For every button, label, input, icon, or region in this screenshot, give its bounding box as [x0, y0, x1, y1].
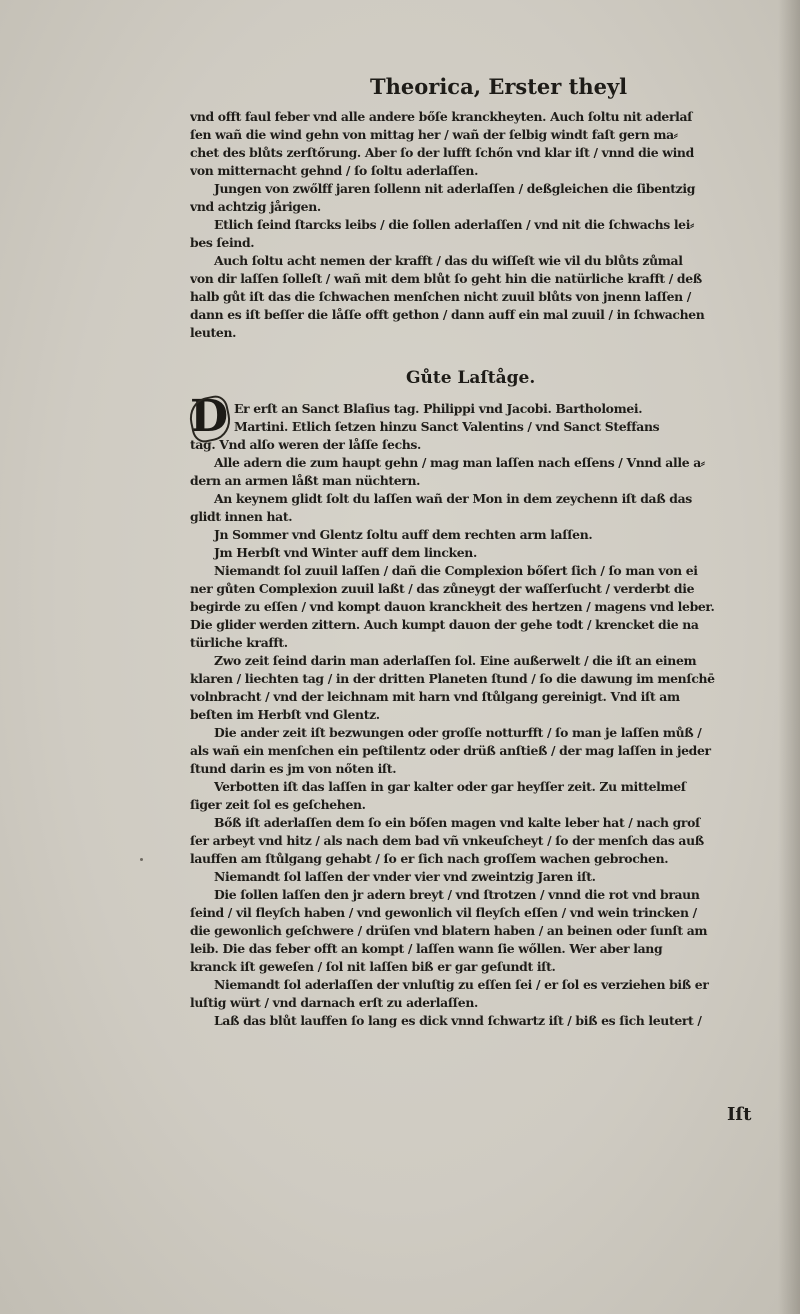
text-line: tag. Vnd alſo weren der låſſe ſechs.	[190, 437, 422, 452]
text-block-upper	[190, 108, 770, 342]
text-line: Bőß iſt aderlaſſen dem ſo ein bőſen magen vnd kalte leber hat / nach groſ	[214, 815, 700, 830]
text-line: Jn Sommer vnd Glentz ſoltu auff dem rechten arm laſſen.	[214, 527, 593, 542]
section-title: Gůte Laſtåge.	[406, 368, 536, 388]
text-line: bes ſeind.	[190, 235, 255, 250]
running-title: Theorica, Erster theyl	[370, 74, 628, 99]
text-line: leib. Die das feber offt an kompt / laſſen wann ſie wőllen. Wer aber lang	[190, 941, 663, 956]
text-line: Niemandt ſol zuuil laſſen / dañ die Complexion bőſert ſich / ſo man von ei	[214, 563, 698, 578]
text-line: die gewonlich geſchwere / drüſen vnd blatern haben / an beinen oder ſunſt am	[190, 923, 708, 938]
text-line: von dir laſſen ſolleſt / wañ mit dem blůt ſo geht hin die natürliche krafft / deß	[190, 271, 702, 286]
text-line: kranck iſt geweſen / ſol nit laſſen biß er gar geſundt iſt.	[190, 959, 556, 974]
text-line: lauffen am ſtůlgang gehabt / ſo er ſich nach groſſem wachen gebrochen.	[190, 851, 669, 866]
text-line: Jm Herbſt vnd Winter auff dem lincken.	[214, 545, 477, 560]
text-line: dern an armen låßt man nüchtern.	[190, 473, 421, 488]
text-line: vnd achtzig jårigen.	[190, 199, 321, 214]
text-line: ſeind / vil fleyſch haben / vnd gewonlich vil fleyſch eſſen / vnd wein trincken /	[190, 905, 697, 920]
text-line: Laß das blůt lauffen ſo lang es dick vnnd ſchwartz iſt / biß es ſich leutert /	[214, 1013, 702, 1028]
text-line: Er erſt an Sanct Blaſius tag. Philippi vnd Jacobi. Bartholomei.	[234, 401, 643, 416]
text-line: halb gůt iſt das die ſchwachen menſchen nicht zuuil blůts von jnenn laſſen /	[190, 289, 691, 304]
text-line: ner gůten Complexion zuuil laßt / das zůneygt der waſſerſucht / verderbt die	[190, 581, 695, 596]
text-line: vnd offt faul feber vnd alle andere bőſe kranckheyten. Auch ſoltu nit aderlaſ	[190, 109, 693, 124]
text-line: Verbotten iſt das laſſen in gar kalter oder gar heyſſer zeit. Zu mittelmeſ	[214, 779, 686, 794]
text-line: klaren / liechten tag / in der dritten Planeten ſtund / ſo die dawung im menſchē	[190, 671, 715, 686]
text-line: ſen wañ die wind gehn von mittag her / wañ der ſelbig windt faſt gern ma⸗	[190, 127, 678, 142]
text-line: chet des blůts zerſtőrung. Aber ſo der lufft ſchőn vnd klar iſt / vnnd die wind	[190, 145, 694, 160]
text-line: beſten im Herbſt vnd Glentz.	[190, 707, 380, 722]
text-line: glidt innen hat.	[190, 509, 293, 524]
text-line: als wañ ein menſchen ein peſtilentz oder drüß anſtieß / der mag laſſen in jeder	[190, 743, 711, 758]
decorated-initial-letter: D	[190, 391, 229, 442]
text-line: Die ander zeit iſt bezwungen oder groſſe notturfft / ſo man je laſſen můß /	[214, 725, 702, 740]
catchword: Iſt	[727, 1104, 752, 1125]
margin-speck	[140, 858, 143, 861]
page-gutter-shadow	[778, 0, 800, 1314]
text-line: leuten.	[190, 325, 237, 340]
text-line: Etlich ſeind ſtarcks leibs / die ſollen aderlaſſen / vnd nit die ſchwachs lei⸗	[214, 217, 694, 232]
text-line: volnbracht / vnd der leichnam mit harn vnd ſtůlgang gereinigt. Vnd iſt am	[190, 689, 680, 704]
text-line: Niemandt ſol aderlaſſen der vnluſtig zu eſſen ſei / er ſol es verziehen biß er	[214, 977, 709, 992]
text-line: Auch ſoltu acht nemen der krafft / das du wiſſeſt wie vil du blůts zůmal	[214, 253, 683, 268]
text-line: ſtund darin es jm von nőten iſt.	[190, 761, 397, 776]
text-line: Jungen von zwőlff jaren ſollenn nit aderlaſſen / deßgleichen die ſibentzig	[214, 181, 696, 196]
text-line: begirde zu eſſen / vnd kompt dauon kranckheit des hertzen / magens vnd leber.	[190, 599, 715, 614]
text-line: Die glider werden zittern. Auch kumpt dauon der gehe todt / krencket die na	[190, 617, 699, 632]
text-line: türliche krafft.	[190, 635, 288, 650]
text-line: ſiger zeit ſol es geſchehen.	[190, 797, 366, 812]
text-line: Niemandt ſol laſſen der vnder vier vnd zweintzig Jaren iſt.	[214, 869, 596, 884]
text-line: An keynem glidt ſolt du laſſen wañ der Mon in dem zeychenn iſt daß das	[214, 491, 692, 506]
text-block-lower	[190, 400, 770, 1030]
text-line: Die ſollen laſſen den jr adern breyt / vnd ſtrotzen / vnnd die rot vnd braun	[214, 887, 700, 902]
text-line: Alle adern die zum haupt gehn / mag man laſſen nach eſſens / Vnnd alle a⸗	[214, 455, 705, 470]
text-line: von mitternacht gehnd / ſo ſoltu aderlaſſen.	[190, 163, 479, 178]
text-line: dann es iſt beſſer die låſſe offt gethon / dann auff ein mal zuuil / in ſchwachen	[190, 307, 705, 322]
text-line: luſtig würt / vnd darnach erſt zu aderlaſſen.	[190, 995, 478, 1010]
text-line: ſer arbeyt vnd hitz / als nach dem bad vñ vnkeuſcheyt / ſo der menſch das auß	[190, 833, 704, 848]
text-line: Zwo zeit ſeind darin man aderlaſſen ſol. Eine außerwelt / die iſt an einem	[214, 653, 697, 668]
text-line: Martini. Etlich ſetzen hinzu Sanct Valentins / vnd Sanct Steffans	[234, 419, 660, 434]
